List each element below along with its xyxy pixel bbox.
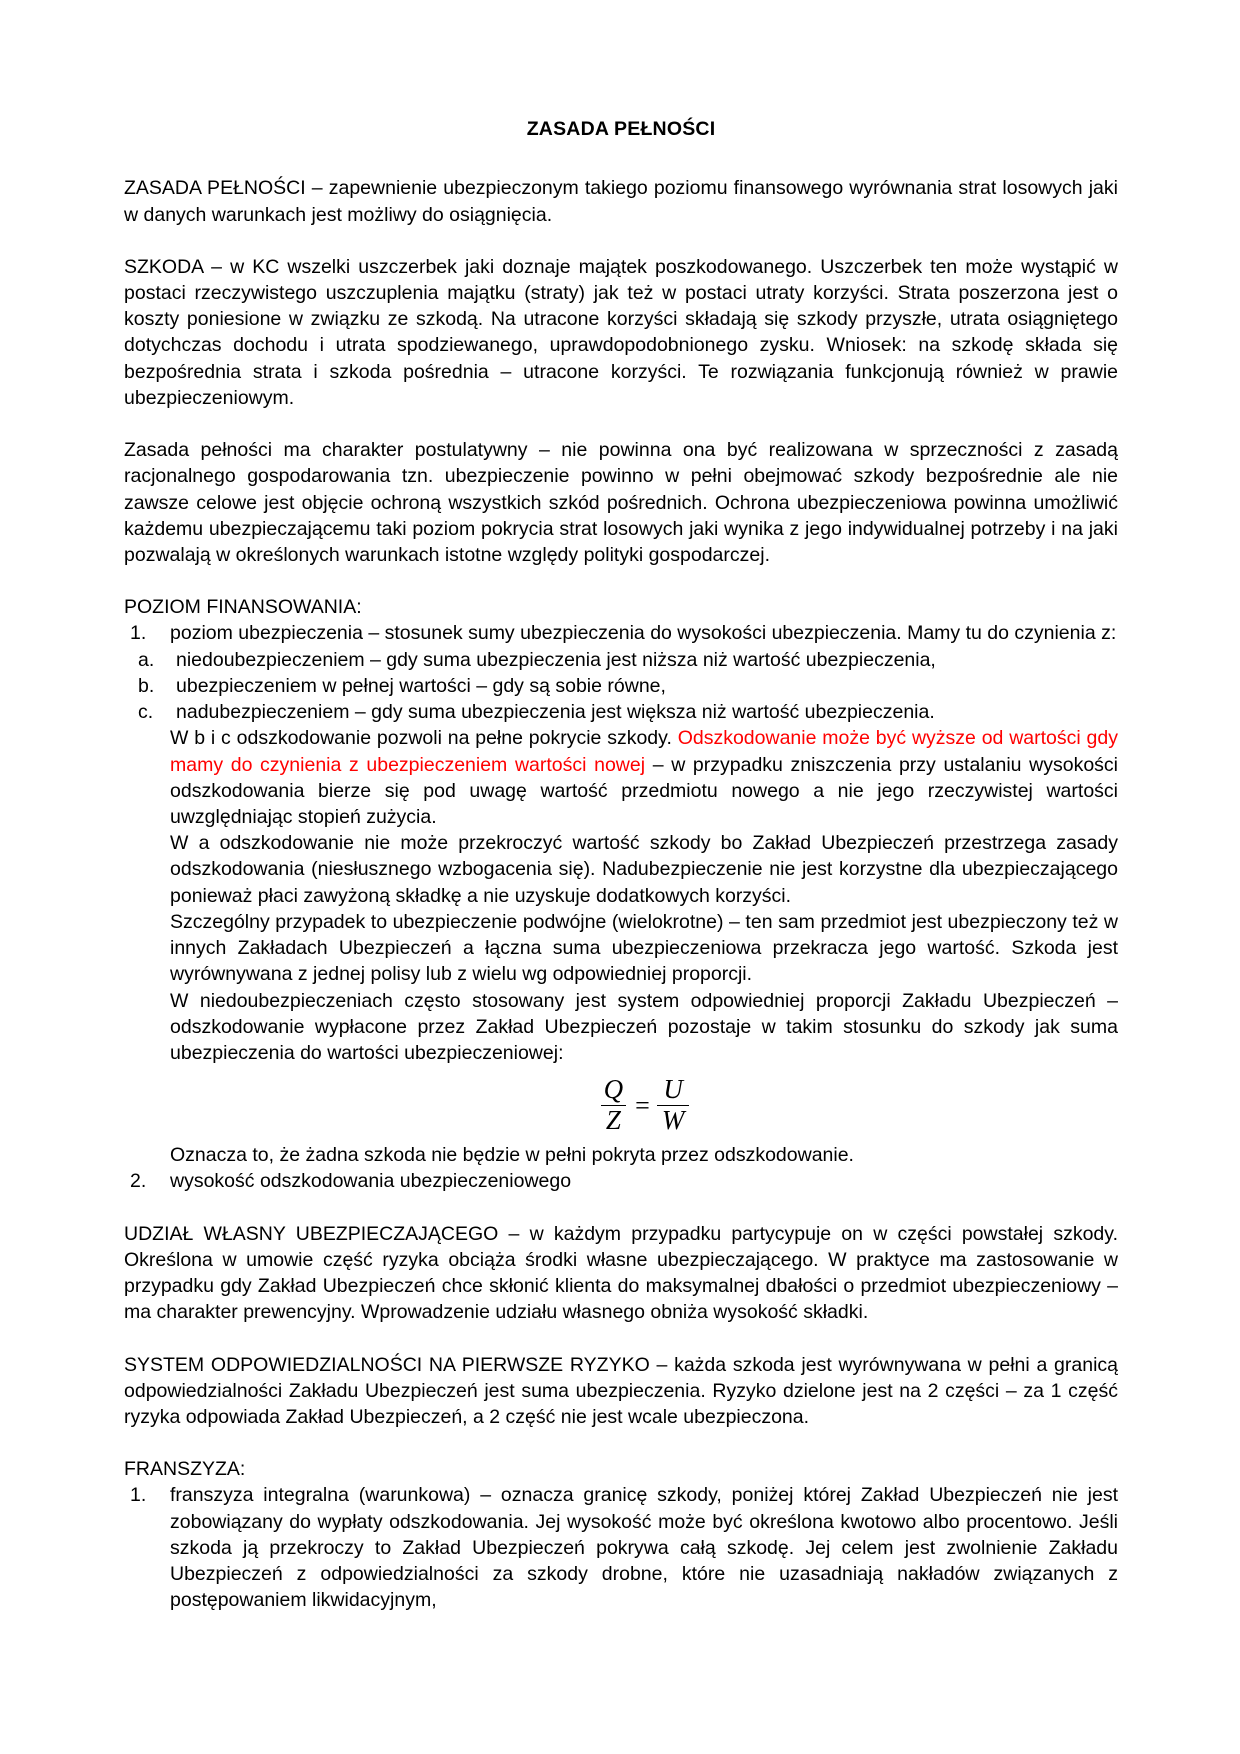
bc-prefix-text: W b i c odszkodowanie pozwoli na pełne pokrycie szkody. [170,727,678,750]
page-title: ZASADA PEŁNOŚCI [526,118,716,140]
list-item-text: franszyza integralna (warunkowa) – oznacza granicę szkody, poniżej której Zakład Ubezpieczeń nie jest zobowiązany do wypłaty odszkodowania. Jej wysokość może być określona kwotowo albo procentowo. Jeśli szkoda ją przekroczy to Zakład Ubezpieczeń pokrywa całą szkodę. Jej celem jest zwolnienie Zakładu Ubezpieczeń z odpowiedzialności za szkody drobne, które nie uzasadniają nakładów związanych z postępowaniem likwidacyjnym, [170,1484,1118,1612]
list-item-text: poziom ubezpieczenia – stosunek sumy ubezpieczenia do wysokości ubezpieczenia. Mamy tu do czynienia z: [170,622,1117,645]
bc-suffix-text: – w przypadku zniszczenia przy ustalaniu wysokości odszkodowania bierze się pod uwagę wartość przedmiotu nowego a nie jego rzeczywistej wartości uwzględniając stopień zużycia. [170,753,1118,828]
poziom-finansowania-body [124,725,1118,1168]
fraction-numerator: U [663,1074,683,1105]
list-marker: a. [138,648,155,671]
proportion-formula [170,1076,1118,1134]
poziom-finansowania-list [124,620,1118,646]
list-item-text: nadubezpieczeniem – gdy suma ubezpieczenia jest większa niż wartość ubezpieczenia. [176,701,935,724]
list-marker: 1. [130,622,147,645]
equals-sign: = [635,1091,650,1121]
paragraph-postulatywny: Zasada pełności ma charakter postulatywny – nie powinna ona być realizowana w sprzeczności z zasadą racjonalnego gospodarowania tzn. ubezpieczenie powinno w pełni obejmować szkody bezpośrednie ale nie zawsze celowe jest objęcie ochroną wszystkich szkód pośrednich. Ochrona ubezpieczeniowa powinna umożliwić każdemu ubezpieczającemu taki poziom pokrycia strat losowych jaki wynika z jego indywidualnej potrzeby i na jaki pozwalają w określonych warunkach istotne względy polityki gospodarczej. [124,439,1118,567]
list-marker: 1. [130,1484,147,1507]
list-marker: b. [138,674,155,697]
fraction-denominator: W [657,1105,690,1135]
block-bc-odszkodowanie [170,725,1118,830]
poziom-finansowania-list-continued [124,1168,1118,1194]
franszyza-list [124,1482,1118,1613]
fraction-denominator: Z [601,1105,626,1135]
fraction-left [599,1076,629,1134]
list-item [124,673,1118,699]
fraction-numerator: Q [603,1074,624,1105]
paragraph-system-pierwsze-ryzyko: SYSTEM ODPOWIEDZIALNOŚCI NA PIERWSZE RYZYKO – każda szkoda jest wyrównywana w pełni a granicą odpowiedzialności Zakładu Ubezpieczeń jest suma ubezpieczenia. Ryzyko dzielone jest na 2 części – za 1 część ryzyka odpowiada Zakład Ubezpieczeń, a 2 część nie jest wcale ubezpieczona. [124,1353,1118,1428]
block-ubezpieczenie-podwojne: Szczególny przypadek to ubezpieczenie podwójne (wielokrotne) – ten sam przedmiot jest ubezpieczony też w innych Zakładach Ubezpieczeń a łączna suma ubezpieczeniowa przekracza jego wartość. Szkoda jest wyrównywana z jednej polisy lub z wielu wg odpowiedniej proporcji. [170,910,1118,986]
paragraph-intro: ZASADA PEŁNOŚCI – zapewnienie ubezpieczonym takiego poziomu finansowego wyrównania strat losowych jaki w danych warunkach jest możliwy do osiągnięcia. [124,177,1118,226]
list-item-text: wysokość odszkodowania ubezpieczeniowego [170,1170,572,1193]
highlighted-red-text: Odszkodowanie może być wyższe od wartości gdy mamy do czynienia z ubezpieczeniem wartości nowej [170,727,1118,776]
list-marker: c. [138,701,154,724]
list-item [124,699,1118,725]
poziom-finansowania-sublist [124,647,1118,726]
list-item [124,1482,1118,1613]
block-system-proporcji: W niedoubezpieczeniach często stosowany jest system odpowiedniej proporcji Zakładu Ubezpieczeń – odszkodowanie wypłacone przez Zakład Ubezpieczeń pozostaje w takim stosunku do szkody jak suma ubezpieczenia do wartości ubezpieczeniowej: [170,989,1118,1064]
fraction-right [657,1076,690,1134]
list-item [124,620,1118,646]
list-marker: 2. [130,1170,147,1193]
list-item-text: niedoubezpieczeniem – gdy suma ubezpieczenia jest niższa niż wartość ubezpieczenia, [176,648,936,671]
paragraph-szkoda: SZKODA – w KC wszelki uszczerbek jaki doznaje majątek poszkodowanego. Uszczerbek ten może wystąpić w postaci rzeczywistego uszczuplenia majątku (straty) jak też w postaci utraty korzyści. Strata poszerzona jest o koszty poniesione w związku ze szkodą. Na utracone korzyści składają się szkody przyszłe, utrata osiągniętego dotychczas dochodu i utrata spodziewanego, uprawdopodobnionego zysku. Wniosek: na szkodę składa się bezpośrednia strata i szkoda pośrednia – utracone korzyści. Te rozwiązania funkcjonują również w prawie ubezpieczeniowym. [124,255,1118,409]
heading-poziom-finansowania: POZIOM FINANSOWANIA: [124,596,362,619]
list-item [124,647,1118,673]
block-a-odszkodowanie: W a odszkodowanie nie może przekroczyć wartość szkody bo Zakład Ubezpieczeń przestrzega zasady odszkodowania (niesłusznego wzbogacenia się). Nadubezpieczenie nie jest korzystne dla ubezpieczającego ponieważ płaci zawyżoną składkę a nie uzyskuje dodatkowych korzyści. [170,832,1118,907]
list-item-text: ubezpieczeniem w pełnej wartości – gdy są sobie równe, [176,674,666,697]
heading-franszyza: FRANSZYZA: [124,1458,246,1481]
list-item [124,1168,1118,1194]
block-after-formula: Oznacza to, że żadna szkoda nie będzie w pełni pokryta przez odszkodowanie. [170,1144,854,1167]
paragraph-udzial-wlasny: UDZIAŁ WŁASNY UBEZPIECZAJĄCEGO – w każdym przypadku partycypuje on w części powstałej szkody. Określona w umowie część ryzyka obciąża środki własne ubezpieczającego. W praktyce ma zastosowanie w przypadku gdy Zakład Ubezpieczeń chce skłonić klienta do maksymalnej dbałości o przedmiot ubezpieczeniowy – ma charakter prewencyjny. Wprowadzenie udziału własnego obniża wysokość składki. [124,1222,1118,1324]
spacer [124,1195,1118,1221]
